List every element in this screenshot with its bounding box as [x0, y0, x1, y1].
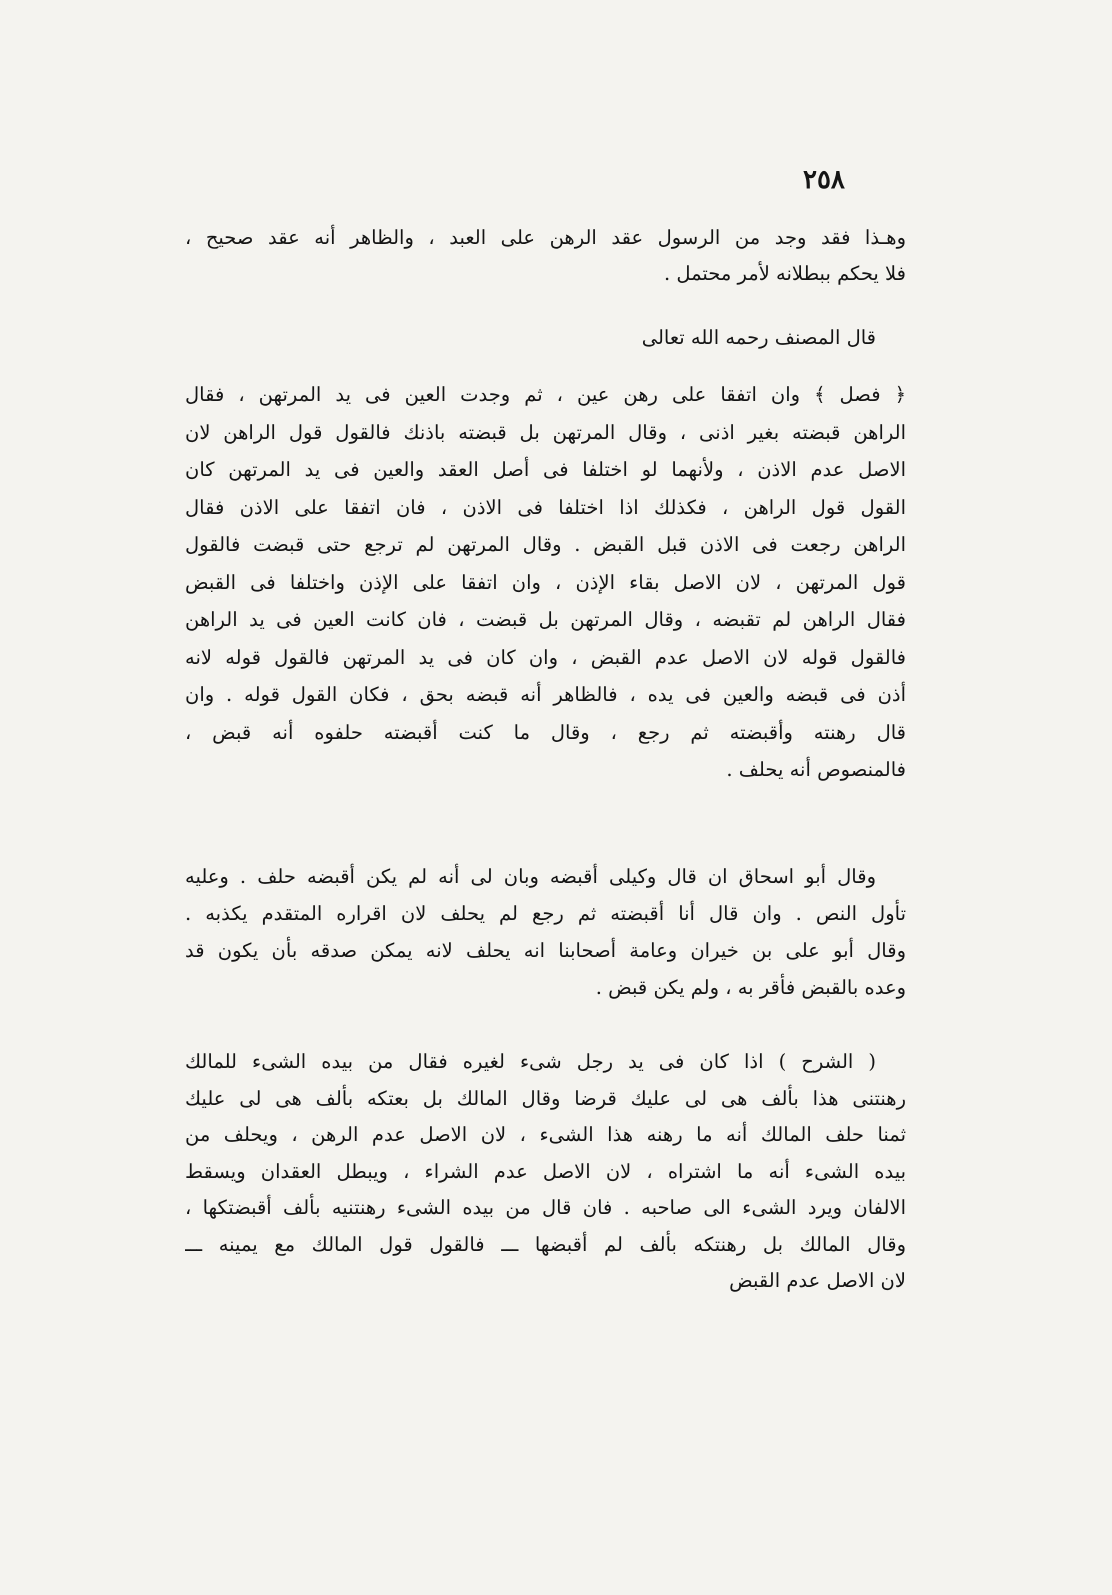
text-line: وهـذا فقد وجد من الرسول عقد الرهن على العبد ، والظاهر أنه عقد صحيح ،	[185, 226, 906, 249]
text-line: القول قول الراهن ، فكذلك اذا اختلفا فى الاذن ، فان اتفقا على الاذن فقال	[185, 495, 906, 519]
intro-paragraph	[185, 220, 906, 292]
text-line: الراهن قبضته بغير اذنى ، وقال المرتهن بل قبضته باذنك فالقول قول الراهن لان	[185, 420, 906, 444]
abu-ishaq-paragraph	[185, 858, 906, 1006]
page-number: ٢٥٨	[803, 165, 845, 195]
text-line: فالقول قوله لان الاصل عدم القبض ، وان كان فى يد المرتهن فالقول قوله لانه	[185, 645, 906, 669]
text-line: فلا يحكم ببطلانه لأمر محتمل .	[663, 262, 906, 285]
text-line: قول المرتهن ، لان الاصل بقاء الإذن ، وان اتفقا على الإذن واختلفا فى القبض	[185, 570, 906, 594]
text-line: الاصل عدم الاذن ، ولأنهما لو اختلفا فى أصل العقد والعين فى يد المرتهن كان	[185, 458, 906, 481]
fasl-paragraph	[185, 376, 906, 789]
text-line: بيده الشىء أنه ما اشتراه ، لان الاصل عدم الشراء ، ويبطل العقدان ويسقط	[185, 1159, 906, 1183]
text-line: لان الاصل عدم القبض	[729, 1269, 906, 1292]
text-line: ثمنا حلف المالك أنه ما رهنه هذا الشىء ، لان الاصل عدم الرهن ، ويحلف من	[185, 1123, 906, 1146]
text-line: ( الشرح ) اذا كان فى يد رجل شىء لغيره فقال من بيده الشىء للمالك	[185, 1050, 876, 1073]
text-line: الراهن رجعت فى الاذن قبل القبض . وقال المرتهن لم ترجع حتى قبضت فالقول	[185, 533, 906, 556]
text-line: وعده بالقبض فأقر به ، ولم يكن قبض .	[595, 976, 906, 999]
text-line: وقال أبو على بن خيران وعامة أصحابنا انه يحلف لانه يمكن صدقه بأن يكون قد	[185, 939, 906, 962]
section-heading: قال المصنف رحمه الله تعالى	[641, 326, 876, 349]
text-line: تأول النص . وان قال أنا أقبضته ثم رجع لم يحلف لان اقراره المتقدم يكذبه .	[185, 902, 906, 925]
text-line: رهنتنى هذا بألف هى لى عليك قرضا وقال المالك بل بعتكه بألف هى لى عليك	[185, 1086, 906, 1110]
text-line: ﴿ فصل ﴾ وان اتفقا على رهن عين ، ثم وجدت العين فى يد المرتهن ، فقال	[185, 383, 906, 406]
text-line: قال رهنته وأقبضته ثم رجع ، وقال ما كنت أقبضته حلفوه أنه قبض ،	[185, 720, 906, 744]
text-line: الالفان ويرد الشىء الى صاحبه . فان قال من بيده الشىء رهنتنيه بألف أقبضتكها ،	[185, 1196, 906, 1219]
sharh-paragraph	[185, 1044, 906, 1300]
text-line: أذن فى قبضه والعين فى يده ، فالظاهر أنه قبضه بحق ، فكان القول قوله . وان	[185, 683, 906, 706]
text-line: وقال المالك بل رهنتكه بألف لم أقبضها ـــ فالقول قول المالك مع يمينه ـــ	[185, 1232, 906, 1256]
text-line: وقال أبو اسحاق ان قال وكيلى أقبضه وبان لى أنه لم يكن أقبضه حلف . وعليه	[185, 865, 876, 888]
text-line: فقال الراهن لم تقبضه ، وقال المرتهن بل قبضت ، فان كانت العين فى يد الراهن	[185, 608, 906, 631]
text-line: فالمنصوص أنه يحلف .	[726, 758, 906, 781]
